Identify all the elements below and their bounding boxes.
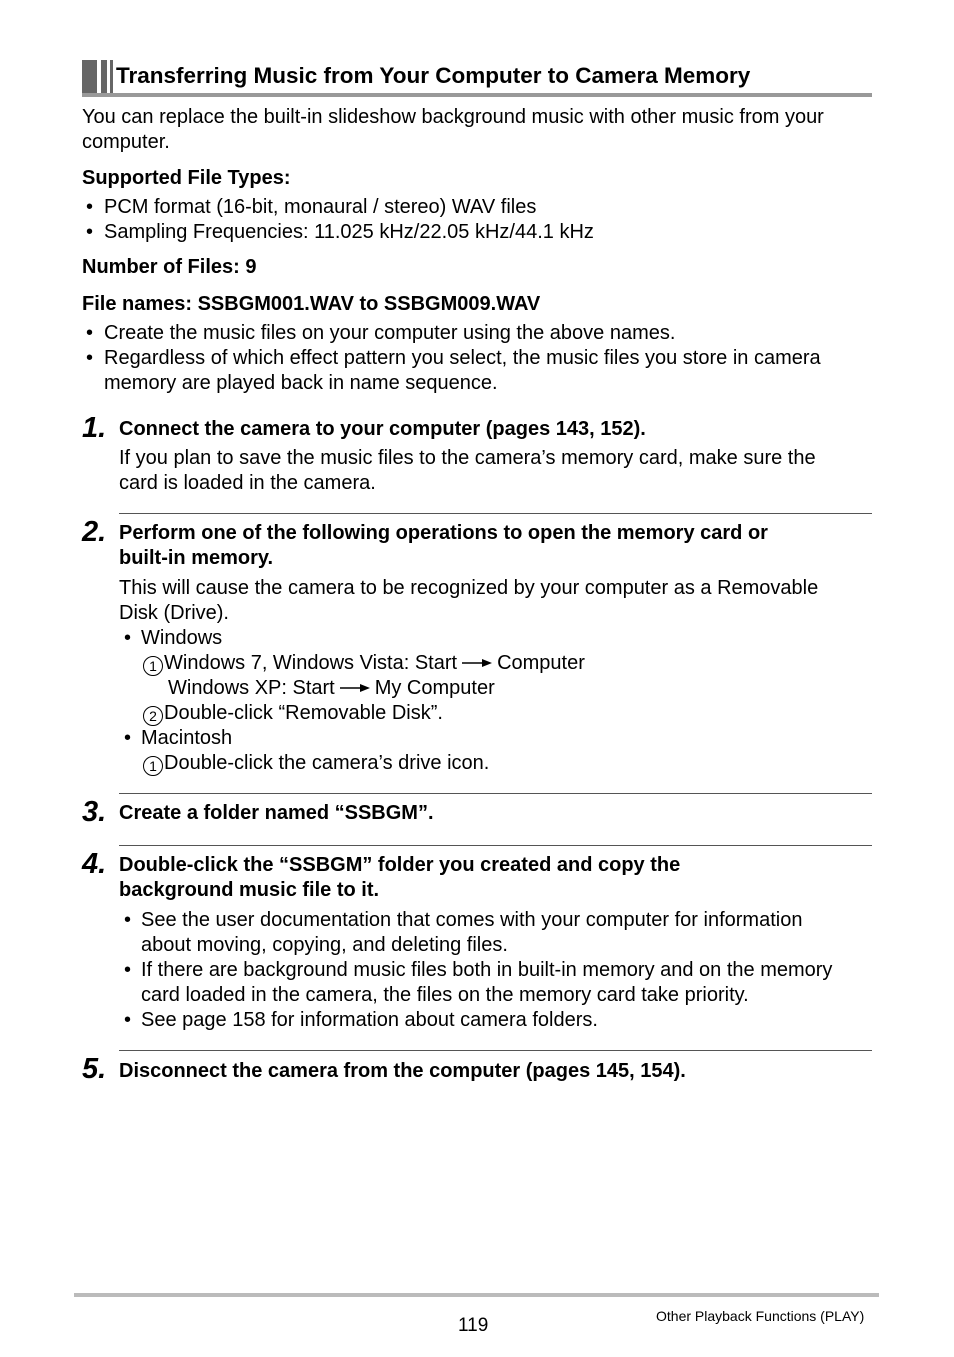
step-heading: Create a folder named “SSBGM”. [119, 802, 434, 824]
section-title-rule [82, 93, 872, 97]
step-divider [119, 513, 872, 514]
circled-number: 1 [143, 756, 163, 776]
step-divider [119, 1050, 872, 1051]
step-divider [119, 845, 872, 846]
step-number: 1. [82, 412, 107, 444]
arrow-right-icon [462, 658, 492, 668]
footer-rule [74, 1293, 879, 1297]
substep-row: 1 Double-click the camera’s drive icon. [143, 751, 489, 776]
step-number: 3. [82, 796, 107, 828]
substep-row: Windows XP: Start My Computer [168, 677, 495, 699]
step-number: 2. [82, 516, 107, 548]
number-of-files: Number of Files: 9 [82, 256, 257, 278]
substep-row: 2 Double-click “Removable Disk”. [143, 701, 443, 726]
step-heading: Double-click the “SSBGM” folder you created and copy the background music file to it. [119, 854, 681, 901]
file-names-heading: File names: SSBGM001.WAV to SSBGM009.WAV [82, 293, 541, 315]
step-number: 5. [82, 1053, 107, 1085]
circled-number: 1 [143, 656, 163, 676]
footer-section-label: Other Playback Functions (PLAY) [656, 1308, 865, 1324]
step-body: If you plan to save the music files to the camera’s memory card, make sure the card is loaded in the camera. [119, 447, 816, 494]
section-title: Transferring Music from Your Computer to Camera Memory [116, 63, 751, 88]
step-heading: Perform one of the following operations to open the memory card or built-in memory. [119, 522, 768, 569]
step-number: 4. [82, 848, 107, 880]
page-number: 119 [458, 1315, 489, 1336]
step-heading: Disconnect the camera from the computer (pages 145, 154). [119, 1060, 686, 1082]
step-divider [119, 793, 872, 794]
circled-number: 2 [143, 706, 163, 726]
intro-paragraph: You can replace the built-in slideshow background music with other music from your computer. [82, 106, 824, 153]
step-body: This will cause the camera to be recognized by your computer as a Removable Disk (Drive). [119, 577, 819, 624]
step-heading: Connect the camera to your computer (pages 143, 152). [119, 418, 646, 440]
arrow-right-icon [340, 683, 370, 693]
substep-row: 1 Windows 7, Windows Vista: Start Computer [143, 651, 585, 676]
supported-heading: Supported File Types: [82, 167, 291, 189]
